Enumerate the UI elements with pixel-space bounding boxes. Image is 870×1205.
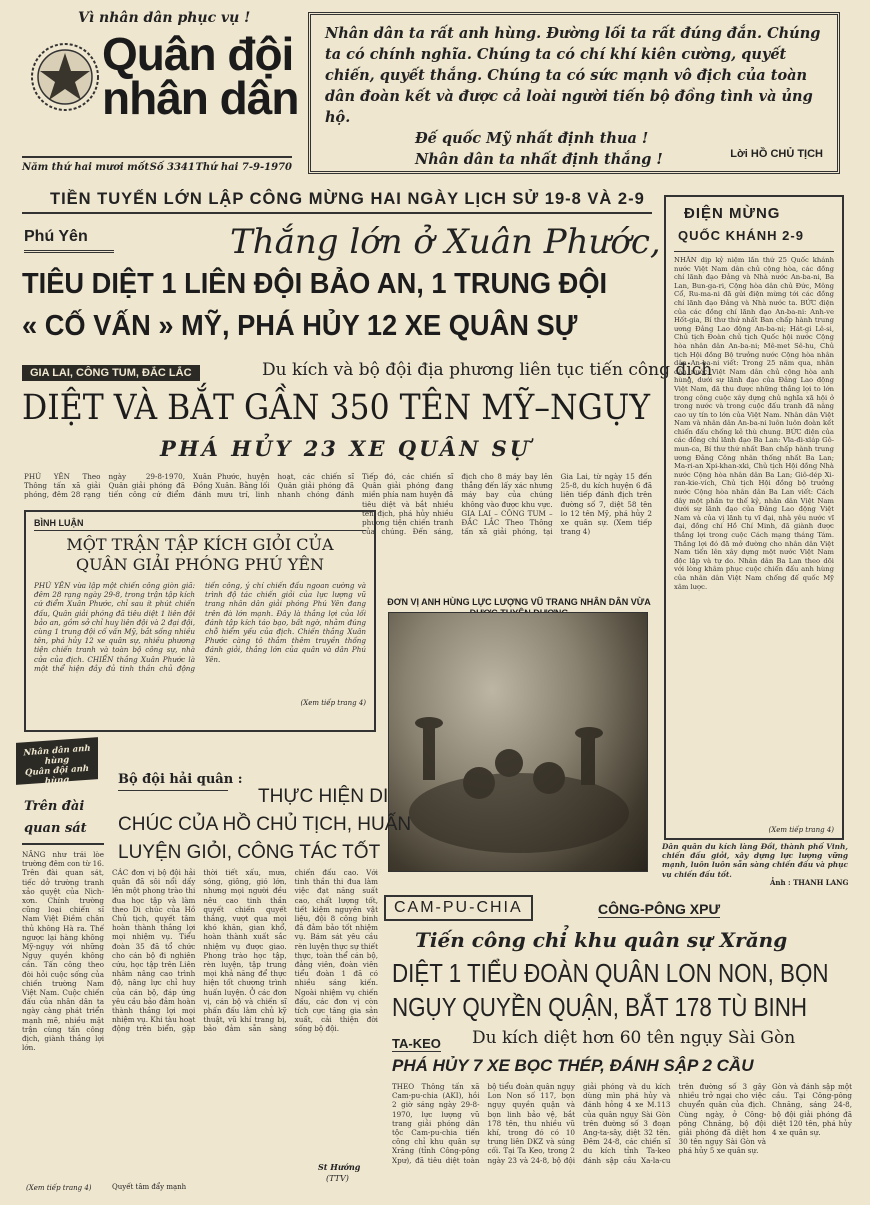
story1-kicker: Thắng lớn ở Xuân Phước,: [230, 222, 661, 262]
star-emblem-icon: [30, 42, 100, 112]
story2-kicker: Du kích và bộ đội địa phương liên tục tiến công địch: [262, 360, 713, 380]
issue-number: Số 3341: [149, 162, 195, 173]
quote-line2: Đế quốc Mỹ nhất định thua !: [415, 130, 649, 147]
commentary-title1: MỘT TRẬN TẬP KÍCH GIỎI CỦA: [66, 535, 334, 554]
navy-head1: THỰC HIỆN DI: [258, 786, 389, 807]
observe-title2: quan sát: [24, 821, 87, 836]
takeo-headline: PHÁ HỦY 7 XE BỌC THÉP, ĐÁNH SẬP 2 CẦU: [392, 1056, 754, 1075]
navy-sign2: (TTV): [326, 1174, 349, 1183]
side-title2: QUỐC KHÁNH 2-9: [678, 228, 804, 243]
observe-title1: Trên đài: [24, 799, 85, 814]
story2-headline: DIỆT VÀ BẮT GẦN 350 TÊN MỸ–NGỤY: [22, 388, 651, 428]
story1-headline1: TIÊU DIỆT 1 LIÊN ĐỘI BẢO AN, 1 TRUNG ĐỘI: [22, 268, 608, 300]
story1-tag-rule: [24, 250, 114, 253]
quote-author: Lời HỒ CHỦ TỊCH: [730, 148, 823, 160]
issue-meta: [22, 162, 292, 173]
front-banner: TIỀN TUYẾN LỚN LẬP CÔNG MỪNG HAI NGÀY LỊCH SỬ 19-8 VÀ 2-9: [50, 190, 645, 208]
cambodia-tail: Gòn và đánh sập một cầu. Tại Công-pông Chnăng, sáng 24-8, bộ đội giải phóng đã diệt 120 tên, phá hủy 4 xe quân sự.: [772, 1082, 852, 1138]
commentary-label: BÌNH LUẬN: [34, 518, 84, 528]
photo-credit: Ảnh : THANH LANG: [770, 878, 849, 887]
navy-tail: Quyết tâm đẩy mạnh: [112, 1183, 187, 1191]
cambodia-head1: DIỆT 1 TIỂU ĐOÀN QUÂN LON NON, BỌN: [392, 958, 829, 988]
observe-rule: [22, 843, 104, 845]
navy-kicker-rule: [118, 790, 228, 791]
masthead-rule: [22, 156, 292, 158]
observe-title: [24, 796, 87, 840]
navy-head3: LUYỆN GIỎI, CÔNG TÁC TỐT: [118, 842, 381, 863]
navy-text: CÁC đơn vị bộ đội hải quân đã sôi nổi dấy lên một phong trào thi đua học tập và làm theo Di chúc của Hồ Chủ tịch, quyết tâm hoàn thành thắng lợi mọi nhiệm vụ. Tiểu đoàn 35 đã tổ chức cho cán bộ đi nghiên cứu, học tập trên Liên nhâm nâng cao trình độ, nâng lực chỉ huy của cán bộ, đáp ứng yêu cầu bảo đảm hoàn thành thắng lợi mọi nhiệm vụ. Khi tàu hoạt động trên biển, gặp thời tiết xấu, mưa, sóng, giông, gió lớn, nhưng mọi người đều nêu cao tinh thần quyết chiến quyết thắng, vượt qua mọi khó khăn, gian khổ, hoàn thành xuất sắc nhiệm vụ được giao. Phong trào học tập, rèn luyện, tập trung mọi khả năng để thực hiện tốt chương trình huấn luyện. Ở các đơn vị, cán bộ và chiến sĩ phấn đấu làm chủ kỹ thuật, vũ khí trang bị, bảo đảm sẵn sàng chiến đấu cao. Với tinh thần thi đua làm việc đạt năng suất cao, chất lượng tốt, tiết kiệm nguyên vật liệu, đội 8 công binh đã đảm bảo tốt nhiệm vụ. Bám sát yêu cầu rèn luyện thực sự thiết thực, toàn thể cán bộ, đảng viên, đoàn viên tiểu đoàn 1 đã có nhiều sáng kiến. Ngoài nhiệm vụ chiến đấu, các đơn vị còn tích cực tăng gia sản xuất, cải thiện đời sống bộ đội.: [112, 868, 378, 1034]
masthead-slogan: Vì nhân dân phục vụ !: [78, 10, 251, 26]
commentary-text: PHÚ YÊN vừa lập một chiến công giòn giã: đêm 28 rạng ngày 29-8, trong trận tập kích cứ điểm Xuân Phước, chỉ sau ít phút chiến đấu, Quân giải phóng đã tiêu diệt 1 liên đội bảo an, gồm sở chỉ huy liên đội và 2 đại đội, cùng 1 trung đội cố vấn Mỹ, bắt sống nhiều tên, phá hủy 12 xe quân sự, nhiều phương tiện chiến tranh và toàn bộ công sự, nhà cửa của địch. CHIẾN thắng Xuân Phước là một thể hiện đầy đủ tinh thần chủ động tiến công, ý chí chiến đấu ngoan cường và trình độ tác chiến giỏi của lực lượng vũ trang nhân dân giải phóng Phú Yên đang trên đà lớn mạnh. Đây là thắng lợi của lối đánh tập kích táo bạo, bất ngờ, nhằm đúng chỗ hiểm yếu của địch. Chiến thắng Xuân Phước càng tô thắm thêm truyền thống đánh giỏi, thắng lớn của quân và dân Phú Yên.: [34, 581, 366, 673]
cambodia-kicker: Tiến công chỉ khu quân sự Xrăng: [415, 928, 788, 952]
anh-hung-line2: Quân đội anh hùng: [25, 763, 89, 787]
anh-hung-line1: Nhân dân anh hùng: [23, 743, 91, 767]
commentary-box: [24, 510, 376, 732]
navy-kicker: Bộ đội hải quân :: [118, 772, 243, 787]
story2-sub: PHÁ HỦY 23 XE QUÂN SỰ: [160, 436, 532, 461]
story1-headline2: « CỐ VẤN » MỸ, PHÁ HỦY 12 XE QUÂN SỰ: [22, 310, 578, 342]
quote-text: Nhân dân ta rất anh hùng. Đường lối ta rất đúng đắn. Chúng ta có chính nghĩa. Chúng ta có chí khí kiên cường, quyết chiến, quyết thắng. Chúng ta có sức mạnh vô địch của toàn dân đoàn kết và được cả loài người tiến bộ đồng tình và ủng hộ.: [325, 25, 821, 126]
observe-more: (Xem tiếp trang 4): [26, 1184, 92, 1192]
commentary-title2: QUÂN GIẢI PHÓNG PHÚ YÊN: [75, 555, 325, 574]
year-label: Năm thứ hai mươi mốt: [22, 162, 150, 173]
quote-line3: Nhân dân ta nhất định thắng !: [415, 151, 663, 168]
masthead-title-line2: nhân dân: [102, 72, 299, 124]
photo-caption: ĐƠN VỊ ANH HÙNG LỰC LƯỢNG VŨ TRANG NHÂN DÂN VỪA: [387, 597, 651, 607]
side-title1: ĐIỆN MỪNG: [684, 205, 781, 222]
militia-photo: [388, 612, 648, 872]
cambodia-head2: NGỤY QUYỀN QUẬN, BẮT 178 TÙ BINH: [392, 992, 808, 1022]
navy-sign1: St Hướng: [318, 1162, 361, 1172]
story-body-col-a: PHÚ YÊN Theo Thông tấn xã giải phóng, đêm 28 rạng ngày 29-8-1970, Quân giải phóng đã tiến công cứ điểm Xuân Phước, huyện Đồng Xuân. Bằng lối đánh mưu trí, linh hoạt, các chiến sĩ Quân giải phóng đã nhanh chóng đánh: [24, 472, 354, 500]
cambodia-text: THEO Thông tấn xã Cam-pu-chia (AKI), hồi 2 giờ sáng ngày 29-8-1970, lực lượng vũ trang giải phóng dân tộc Cam-pu-chia tiến công chỉ khu quân sự Xrăng (tỉnh Công-pông Xpư), đã tiêu diệt toàn bộ tiểu đoàn quân ngụy Lon Non số 117, bọn ngụy quyền quận và bọn linh bảo vệ, bắt 178 tên, thu nhiều vũ khí, trong đó có 10 trung liên DKZ và súng cối. Tại Ta Keo, trong 2 ngày 23 và 24-8, bộ đội giải phóng và du kích dùng mìn phá hủy và đánh hỏng 4 xe M.113 của quân ngụy Sài Gòn trên đường số 3 đoạn Ang-ta-sây, diệt 32 tên. Đêm 24-8, các chiến sĩ du kích tỉnh Ta-keo đánh sập cầu Xa-la-cu trên đường số 3 gây nhiều trở ngại cho việc chuyển quân của địch. Cùng ngày, ở Công-pông Chnăng, bộ đội giải phóng đã diệt hơn 30 tên ngụy Sài Gòn và phá hủy 5 xe quân sự.: [392, 1082, 766, 1165]
anh-hung-badge: [16, 737, 98, 785]
masthead-title: [102, 28, 299, 124]
militia-figures-icon: [389, 613, 647, 871]
side-text: NHÂN dịp kỷ niệm lần thứ 25 Quốc khánh nước Việt Nam dân chủ cộng hòa, các đồng chí lãnh đạo Đảng và Nhà nước An-ba-ni, Ba Lan, Bun-ga-ri, Cộng hòa dân chủ Đức, Mông Cổ, Ru-ma-ni đã gửi điện mừng tới các đồng chí lãnh đạo Đảng và Nhà nước ta. BỨC điện của các đồng chí lãnh đạo An-ba-ni: Anh-ve Hốt-gia, Bí thư thứ nhất Ban chấp hành trung ương Đảng Lao động An-ba-ni; Hát-gi Lê-si, Chủ tịch Đoàn chủ tịch Quốc hội nước Cộng hòa nhân dân An-ba-ni; Mê-met Sê-hu, Chủ tịch Hội đồng Bộ trưởng nước Cộng hòa nhân dân An-ba-ni viết: Trong 25 năm qua, nhân dân nước Việt Nam dân chủ cộng hòa anh hùng, dưới sự lãnh đạo của Đảng Lao động Việt Nam, đã thu được những thắng lợi to lớn trong công cuộc xây dựng chủ nghĩa xã hội ở trong nước và trong cuộc đấu tranh đã nâng cao uy tín to lớn của Việt Nam. Nhân dân Việt Nam và nhân dân An-ba-ni luôn luôn đoàn kết chiến đấu chống kẻ thù chung. BỨC điện của các đồng chí lãnh đạo Ba Lan: Vla-đi-xláp Gô-mun-ca, Bí thư thứ nhất Ban chấp hành trung ương Đảng Công nhân thống nhất Ba Lan; Ma-ri-an Xpi-khan-xki, Chủ tịch Hội đồng Nhà nước Cộng hòa nhân dân Ba Lan; Giô-dép Xi-ran-kie-vích, Chủ tịch Hội đồng bộ trưởng nước Cộng hòa nhân dân Ba Lan viết: Cách đây một phần tư thế kỷ, nhân dân Việt Nam dưới sự lãnh đạo của Đảng Lao động Việt Nam và của vị lãnh tụ vĩ đại, nhà yêu nước vĩ đại, đồng chí Hồ Chí Minh, đã giành được thắng lợi trong cuộc Cách mạng tháng Tám. Thắng lợi đó đã mở đường cho nhân dân Việt Nam tiến lên xây dựng một nước Việt Nam độc lập và tự do. Nhân dân Ba Lan theo dõi với lòng khâm phục cuộc chiến đấu anh hùng của nhân dân Việt Nam chống đế quốc Mỹ xâm lược.: [674, 256, 834, 591]
takeo-tag: TA-KEO: [392, 1036, 441, 1051]
observe-text: NĂNG như trái lòe trường đêm con từ 16. Trên đài quan sát, tiếc dở trường tranh xảo quyệt của Nich-xơn. Chính trường cũng loại chiến sĩ Nam Việt Điềm chân thủ không Hà ra. Thế ngược lại hàng không Mỹ-ngụy với những Ngụy quyền không cần. Tấn công theo đòi hỏi cuộc sống của chiến trường Nam Việt Nam. Cuộc chiến đấu của nhân dân ta ngày càng phát triển mạnh mẽ, nhiều mặt trận cùng tấn công địch, giành thắng lợi lớn.: [22, 850, 104, 1053]
story-body-col-b: Tiếp đó, các chiến sĩ Quân giải phóng đang miền phía nam huyện đã tiêu diệt và bắt nhiều tên địch, phá hủy nhiều phương tiện chiến tranh của chúng. Đến sáng, địch cho 8 máy bay lên thẳng đến lấy xác nhưng máy bay của chúng không vào được khu vực. GIA LAI – CÔNG TUM – ĐẮC LẮC Theo Thông tấn xã giải phóng, tại Gia Lai, từ ngày 15 đến 25-8, du kích huyện 6 đã liên tiếp đánh địch trên đường số 7, diệt 58 tên lo 12 tên Mỹ, phá hủy 2 xe quân sự. (Xem tiếp trang 4): [362, 472, 652, 537]
ho-chi-minh-quote-box: [308, 12, 840, 174]
takeo-kicker: Du kích diệt hơn 60 tên ngụy Sài Gòn: [472, 1028, 796, 1048]
navy-head2: CHÚC CỦA HỒ CHỦ TỊCH, HUẤN: [118, 814, 412, 835]
side-more: (Xem tiếp trang 4): [768, 826, 834, 834]
story2-tag: GIA LAI, CÔNG TUM, ĐẮC LẮC: [22, 365, 200, 381]
banner-rule: [22, 212, 652, 214]
story1-tag: Phú Yên: [24, 228, 88, 245]
issue-date: Thứ hai 7-9-1970: [195, 162, 292, 173]
commentary-more: (Xem tiếp trang 4): [300, 699, 366, 707]
cambodia-tag: CAM-PU-CHIA: [384, 895, 533, 921]
congrats-side-box: [664, 195, 844, 840]
cambodia-region: CÔNG-PÔNG XPƯ: [598, 901, 721, 917]
masthead-title-line1: Quân đội: [102, 28, 294, 80]
photo-description: Dân quân du kích làng Đồi, thành phố Vinh, chiến đấu giỏi, xây dựng lực lượng vững mạnh, luôn luôn sẵn sàng chiến đấu và phục vụ chiến đấu tốt.: [662, 842, 848, 878]
